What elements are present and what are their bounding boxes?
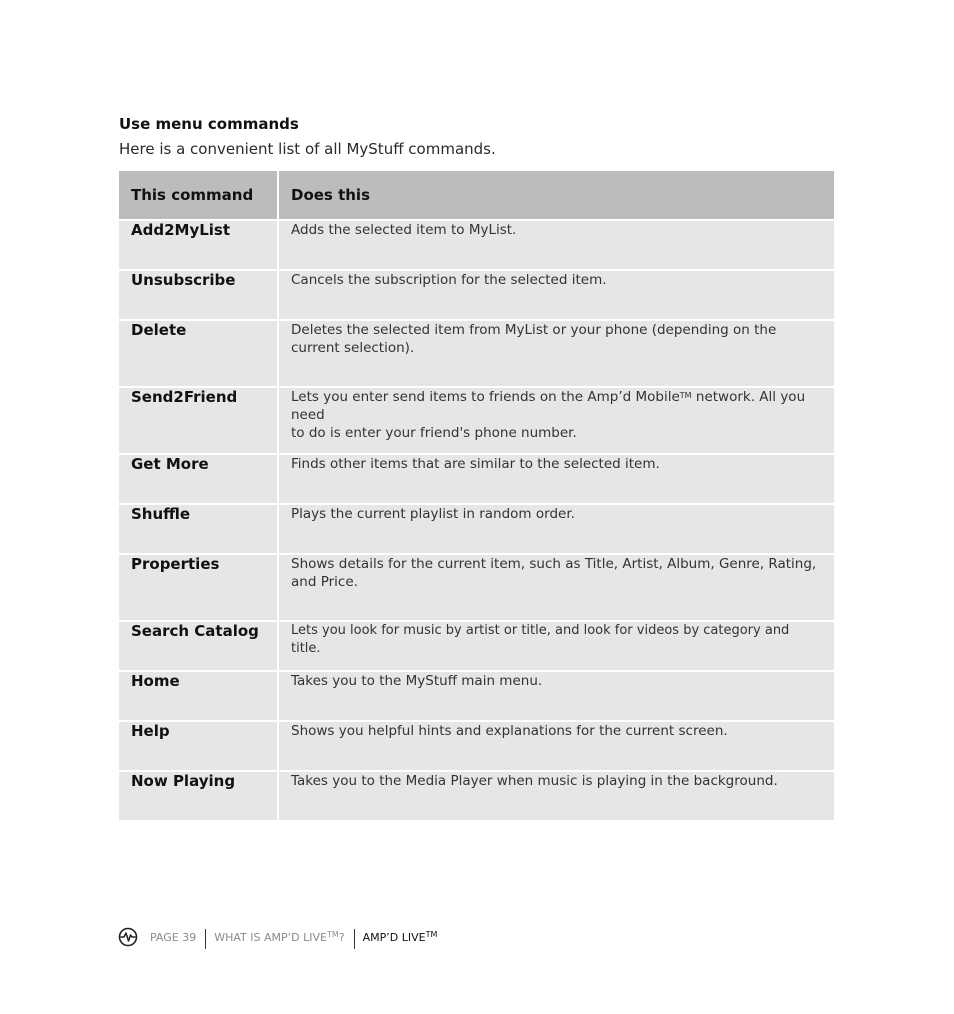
section-label-end: ? [338,930,345,944]
table-row [119,453,834,503]
table-row [119,770,834,820]
description-line: Shows details for the current item, such as Title, Artist, Album, Genre, Rating, [291,556,817,572]
table-row [119,670,834,720]
command-name: Delete [119,319,277,386]
command-description: Finds other items that are similar to the selected item. [277,453,834,503]
command-name: Help [119,720,277,770]
page-heading: Use menu commands [119,115,299,133]
command-description: Cancels the subscription for the selected item. [277,269,834,319]
command-description [277,553,834,620]
footer-divider [354,929,355,949]
table-row [119,720,834,770]
table-header-row [119,171,834,219]
command-description: Takes you to the MyStuff main menu. [277,670,834,720]
command-description [277,319,834,386]
section-label: WHAT IS AMP’D LIVE [214,930,327,944]
current-chapter-label: AMP’D LIVE [362,930,426,944]
footer-divider [205,929,206,949]
column-header-command: This command [119,171,277,219]
trademark-mark: TM [679,391,692,400]
current-chapter [363,931,438,944]
commands-table [119,171,834,820]
description-text: network. All you need [291,389,806,423]
description-line: and Price. [291,574,358,590]
command-description: Lets you look for music by artist or title, and look for videos by category and title. [277,620,834,670]
table-row [119,219,834,269]
command-name: Properties [119,553,277,620]
table-row [119,620,834,670]
page-number: PAGE 39 [150,930,197,944]
command-name: Unsubscribe [119,269,277,319]
description-line: Deletes the selected item from MyList or your phone (depending on the [291,322,777,338]
intro-text: Here is a convenient list of all MyStuff commands. [119,140,496,158]
ampd-logo-icon [118,927,138,947]
command-name: Search Catalog [119,620,277,670]
command-name: Get More [119,453,277,503]
command-name: Home [119,670,277,720]
command-description: Shows you helpful hints and explanations for the current screen. [277,720,834,770]
description-text: Lets you enter send items to friends on the Amp’d Mobile [291,389,680,405]
description-line: to do is enter your friend's phone number. [291,425,577,441]
command-description: Plays the current playlist in random order. [277,503,834,553]
table-row [119,386,834,453]
command-description: Takes you to the Media Player when music is playing in the background. [277,770,834,820]
trademark-mark: TM [425,929,438,939]
command-description: Adds the selected item to MyList. [277,219,834,269]
table-row [119,503,834,553]
command-name: Now Playing [119,770,277,820]
table-row [119,269,834,319]
table-row [119,319,834,386]
page-footer [118,925,437,949]
section-link[interactable] [214,931,344,944]
trademark-mark: TM [326,929,339,939]
command-name: Send2Friend [119,386,277,453]
description-line: current selection). [291,340,415,356]
command-description [277,386,834,453]
command-name: Shuffle [119,503,277,553]
column-header-description: Does this [277,171,834,219]
command-name: Add2MyList [119,219,277,269]
table-row [119,553,834,620]
